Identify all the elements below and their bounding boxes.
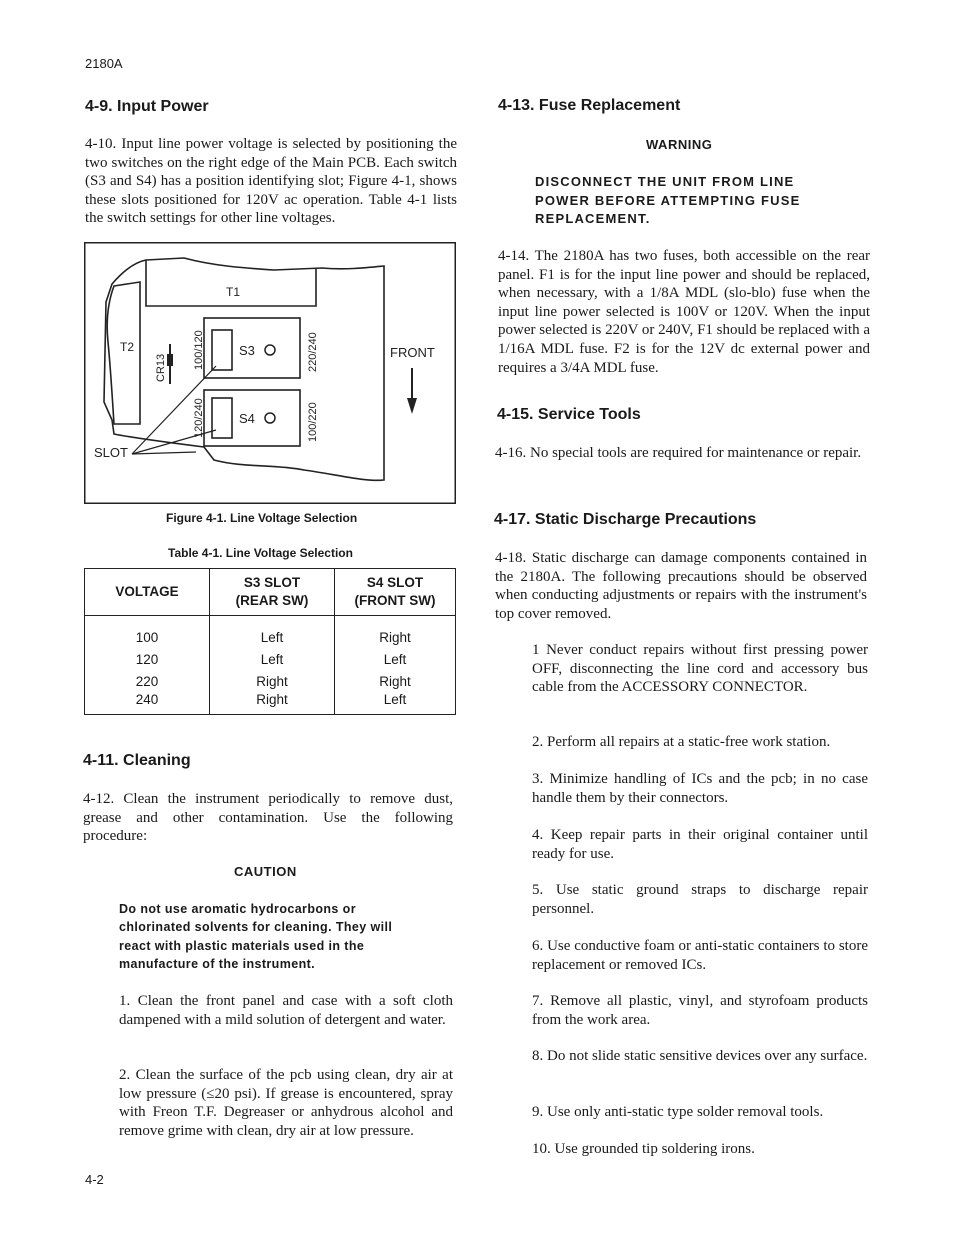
cleaning-step-1: 1. Clean the front panel and case with a soft cloth dampened with a mild solution of detergent and water.: [119, 993, 453, 1028]
static-discharge-paragraph: 4-18. Static discharge can damage components contained in the 2180A. The following precautions should be observed when conducting adjustments or repairs with the instrument's top cover removed.: [495, 550, 867, 622]
line-voltage-figure: [84, 242, 456, 504]
table-row: [85, 670, 456, 692]
fuse-paragraph: 4-14. The 2180A has two fuses, both accessible on the rear panel. F1 is for the input line power and should be replaced, when necessary, with a 1/8A MDL (slo-blo) fuse when the input line power selected is 100V or 120V. When the input power selected is 220V or 240V, F1 should be replaced with a 1/16A MDL fuse. F2 is for the 12V dc external power and requires a 3/4A MDL fuse.: [498, 248, 870, 376]
precaution-item-1: 1 Never conduct repairs without first pressing power OFF, disconnecting the line cord and accessory bus cable from the ACCESSORY CONNECTOR.: [532, 642, 868, 696]
table-cell: 220: [85, 670, 210, 692]
warning-label: WARNING: [646, 137, 713, 152]
cleaning-paragraph: 4-12. Clean the instrument periodically to remove dust, grease and other contamination. Use the following procedure:: [83, 791, 453, 845]
table-cell: 120: [85, 648, 210, 670]
precaution-item-5: 5. Use static ground straps to discharge repair personnel.: [532, 882, 868, 917]
s4-right-voltage-label: 100/220: [307, 402, 319, 442]
service-tools-paragraph: 4-16. No special tools are required for maintenance or repair.: [495, 445, 862, 461]
precaution-item-7: 7. Remove all plastic, vinyl, and styrofoam products from the work area.: [532, 993, 868, 1028]
front-label: FRONT: [390, 345, 435, 360]
s3-label: S3: [239, 343, 255, 358]
precaution-item-9: 9. Use only anti-static type solder removal tools.: [532, 1104, 824, 1120]
line-voltage-diagram: [84, 242, 456, 504]
line-voltage-table: [84, 568, 456, 715]
table-cell: 100: [85, 616, 210, 649]
column-header-s4-slot: S4 SLOT (FRONT SW): [335, 569, 456, 616]
cr13-label: CR13: [155, 353, 167, 382]
section-heading-fuse-replacement: 4-13. Fuse Replacement: [498, 97, 681, 114]
warning-text: DISCONNECT THE UNIT FROM LINE POWER BEFORE ATTEMPTING FUSE REPLACEMENT.: [535, 174, 801, 226]
table-row: [85, 616, 456, 649]
precaution-item-6: 6. Use conductive foam or anti-static containers to store replacement or removed ICs.: [532, 938, 868, 973]
table-caption: Table 4-1. Line Voltage Selection: [168, 546, 353, 560]
column-header-s3-slot: S3 SLOT (REAR SW): [210, 569, 335, 616]
section-heading-static-discharge: 4-17. Static Discharge Precautions: [494, 511, 757, 528]
s3-left-voltage-label: 100/120: [193, 330, 205, 370]
precaution-item-3: 3. Minimize handling of ICs and the pcb; in no case handle them by their connectors.: [532, 771, 868, 806]
section-heading-cleaning: 4-11. Cleaning: [83, 752, 191, 769]
table-header-row: [85, 569, 456, 616]
cleaning-step-2: 2. Clean the surface of the pcb using clean, dry air at low pressure (≤20 psi). If grease is encountered, spray with Freon T.F. Degreaser or anhydrous alcohol and remove grime with clean, dry air at low pressure.: [119, 1067, 453, 1139]
table-cell: Left: [335, 648, 456, 670]
slot-label: SLOT: [94, 445, 128, 460]
precaution-item-10: 10. Use grounded tip soldering irons.: [532, 1141, 755, 1157]
table-cell: Right: [335, 670, 456, 692]
s3-right-voltage-label: 220/240: [307, 332, 319, 372]
caution-label: CAUTION: [234, 864, 297, 879]
table-row: [85, 648, 456, 670]
precaution-item-4: 4. Keep repair parts in their original container until ready for use.: [532, 827, 868, 862]
table-cell: Left: [210, 648, 335, 670]
document-id: 2180A: [85, 56, 123, 71]
figure-caption: Figure 4-1. Line Voltage Selection: [166, 511, 358, 525]
table-cell: Left: [335, 692, 456, 715]
t1-label: T1: [226, 285, 241, 299]
caution-text: Do not use aromatic hydrocarbons or chlorinated solvents for cleaning. They will react with plastic materials used in the manufacture of the instrument.: [119, 902, 393, 972]
table-cell: Right: [335, 616, 456, 649]
table-cell: Right: [210, 670, 335, 692]
section-heading-input-power: 4-9. Input Power: [85, 98, 209, 115]
input-power-paragraph: 4-10. Input line power voltage is selected by positioning the two switches on the right edge of the Main PCB. Each switch (S3 and S4) has a position identifying slot; Figure 4-1, shows these slots positioned for 120V ac operation. Table 4-1 lists the switch settings for other line voltages.: [85, 136, 457, 227]
table-row: [85, 692, 456, 715]
table-cell: Left: [210, 616, 335, 649]
t2-label: T2: [120, 340, 135, 354]
s4-label: S4: [239, 411, 255, 426]
column-header-voltage: VOLTAGE: [85, 569, 210, 616]
table-cell: 240: [85, 692, 210, 715]
precaution-item-2: 2. Perform all repairs at a static-free work station.: [532, 734, 831, 750]
table-cell: Right: [210, 692, 335, 715]
page-number: 4-2: [85, 1172, 104, 1187]
precaution-item-8: 8. Do not slide static sensitive devices over any surface.: [532, 1048, 868, 1064]
s4-left-voltage-label: 120/240: [193, 398, 205, 438]
section-heading-service-tools: 4-15. Service Tools: [497, 406, 641, 423]
